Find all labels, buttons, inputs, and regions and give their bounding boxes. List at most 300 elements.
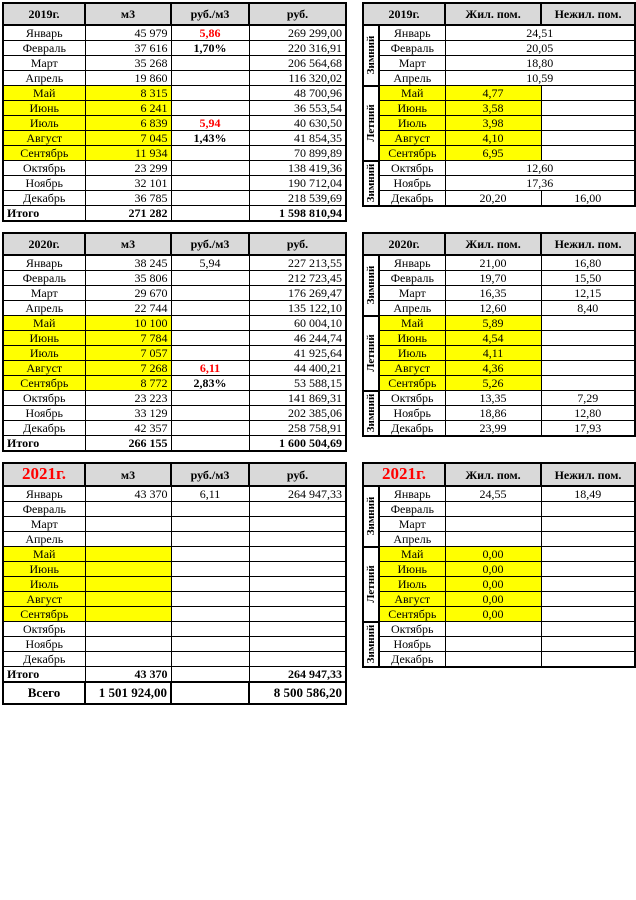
month-cell: Май [3,316,85,331]
season-label: Зимний [365,265,377,305]
table-row [363,331,635,346]
m3-cell: 37 616 [85,41,171,56]
zhil-cell: 0,00 [445,547,541,562]
month-cell: Ноябрь [379,176,445,191]
month-cell: Ноябрь [379,406,445,421]
rate-cell [171,391,249,406]
table-row [3,652,346,667]
month-cell: Ноябрь [379,637,445,652]
tariff-2020-table [362,232,636,437]
month-cell: Август [379,592,445,607]
table-row [3,271,346,286]
zhil-cell: 4,36 [445,361,541,376]
zhil-cell: 3,58 [445,101,541,116]
rub-cell [249,532,346,547]
m3-cell: 6 241 [85,101,171,116]
rate-cell [171,607,249,622]
zhil-cell: 18,86 [445,406,541,421]
table-row [363,86,635,101]
rub-cell [249,517,346,532]
table-2021-consumption [2,462,347,705]
rate-cell: 6,11 [171,361,249,376]
month-cell: Июль [379,116,445,131]
rate-cell [171,421,249,436]
rub-cell [249,562,346,577]
table-row [363,301,635,316]
rate-cell [171,577,249,592]
table-row [3,71,346,86]
month-cell: Май [379,86,445,101]
rub-cell: 218 539,69 [249,191,346,206]
rate-cell [171,622,249,637]
table-row [363,131,635,146]
month-cell: Октябрь [3,161,85,176]
nezhil-cell [541,331,635,346]
table-row [3,346,346,361]
rate-cell [171,71,249,86]
zhil-cell: 23,99 [445,421,541,437]
rub-cell [249,607,346,622]
rub-cell: 70 899,89 [249,146,346,161]
zhil-cell [445,622,541,637]
rate-cell [171,176,249,191]
table-row [3,532,346,547]
rub-cell: 135 122,10 [249,301,346,316]
table-row [363,532,635,547]
table-row [363,376,635,391]
table-row [3,562,346,577]
total-label: Итого [3,436,85,452]
month-cell: Январь [3,255,85,271]
zhil-cell [445,637,541,652]
month-cell: Февраль [3,271,85,286]
rub-cell: 44 400,21 [249,361,346,376]
month-cell: Декабрь [379,421,445,437]
m3-cell: 22 744 [85,301,171,316]
month-cell: Май [3,86,85,101]
month-cell: Июнь [3,562,85,577]
nezhil-cell: 12,15 [541,286,635,301]
rate-cell [171,517,249,532]
month-cell: Август [379,131,445,146]
grand-label: Всего [3,682,85,704]
m3-cell [85,532,171,547]
table-row [3,391,346,406]
table-row [3,116,346,131]
month-cell: Июнь [379,562,445,577]
m3-cell: 7 057 [85,346,171,361]
month-cell: Август [3,592,85,607]
month-cell: Июль [379,577,445,592]
month-cell: Октябрь [379,622,445,637]
month-cell: Август [3,131,85,146]
month-cell: Сентябрь [3,146,85,161]
table-row [3,316,346,331]
season-winter [363,255,379,316]
year-header [3,463,85,486]
season-summer [363,547,379,622]
total-m3: 43 370 [85,667,171,683]
rate-cell: 5,94 [171,116,249,131]
month-cell: Февраль [3,41,85,56]
table-row [3,255,346,271]
table-row [3,56,346,71]
rub-cell: 36 553,54 [249,101,346,116]
zhil-cell: 10,59 [445,71,635,86]
month-cell: Октябрь [3,622,85,637]
table-row [3,637,346,652]
rate-cell [171,346,249,361]
rub-cell: 212 723,45 [249,271,346,286]
table-row [363,116,635,131]
rate-cell [171,301,249,316]
month-cell: Апрель [379,71,445,86]
month-cell: Апрель [379,532,445,547]
table-row [3,376,346,391]
table-row [3,486,346,502]
grand-m3: 1 501 924,00 [85,682,171,704]
rate-cell [171,56,249,71]
rate-header: руб./м3 [171,463,249,486]
month-cell: Август [379,361,445,376]
zhil-header: Жил. пом. [445,233,541,255]
rate-cell: 6,11 [171,486,249,502]
zhil-cell: 12,60 [445,161,635,176]
rub-cell [249,652,346,667]
month-cell: Декабрь [379,652,445,668]
zhil-cell: 18,80 [445,56,635,71]
season-summer [363,86,379,161]
month-cell: Январь [379,255,445,271]
rub-cell: 227 213,55 [249,255,346,271]
table-row [363,547,635,562]
m3-cell: 32 101 [85,176,171,191]
year-label: 2021г. [381,464,427,483]
nezhil-cell: 16,80 [541,255,635,271]
rub-cell: 269 299,00 [249,25,346,41]
total-rub: 264 947,33 [249,667,346,683]
zhil-cell: 5,26 [445,376,541,391]
zhil-cell [445,532,541,547]
m3-cell: 6 839 [85,116,171,131]
month-cell: Июль [3,577,85,592]
total-row [3,436,346,452]
rub-cell: 48 700,96 [249,86,346,101]
month-cell: Апрель [3,532,85,547]
rub-cell: 60 004,10 [249,316,346,331]
season-label: Зимний [365,624,377,664]
month-cell: Сентябрь [379,376,445,391]
month-cell: Декабрь [3,652,85,667]
m3-cell [85,517,171,532]
rate-cell [171,191,249,206]
month-cell: Октябрь [379,161,445,176]
m3-cell: 10 100 [85,316,171,331]
rate-cell [171,547,249,562]
month-cell: Март [3,56,85,71]
table-row [3,577,346,592]
m3-cell: 8 315 [85,86,171,101]
m3-cell [85,592,171,607]
table-row [363,637,635,652]
season-summer [363,316,379,391]
rate-cell: 1,70% [171,41,249,56]
month-cell: Март [379,56,445,71]
table-row [3,131,346,146]
table-row [3,286,346,301]
month-cell: Январь [379,25,445,41]
year-header: 2020г. [3,233,85,255]
nezhil-cell [541,532,635,547]
month-cell: Март [379,517,445,532]
total-label: Итого [3,206,85,222]
m3-cell: 36 785 [85,191,171,206]
month-cell: Июль [379,346,445,361]
zhil-cell: 13,35 [445,391,541,406]
rub-cell: 138 419,36 [249,161,346,176]
nezhil-cell [541,146,635,161]
rub-header: руб. [249,463,346,486]
m3-cell: 23 223 [85,391,171,406]
nezhil-cell [541,131,635,146]
rate-cell [171,286,249,301]
table-row [3,86,346,101]
zhil-cell: 0,00 [445,592,541,607]
grand-total-row [3,682,346,704]
nezhil-cell: 16,00 [541,191,635,207]
m3-cell: 29 670 [85,286,171,301]
zhil-cell: 17,36 [445,176,635,191]
nezhil-cell [541,607,635,622]
m3-cell: 35 806 [85,271,171,286]
zhil-cell [445,517,541,532]
nezhil-cell [541,346,635,361]
rate-cell: 5,94 [171,255,249,271]
month-cell: Ноябрь [3,406,85,421]
rub-cell: 264 947,33 [249,486,346,502]
rub-cell: 176 269,47 [249,286,346,301]
zhil-cell: 21,00 [445,255,541,271]
rate-cell: 2,83% [171,376,249,391]
rate-cell [171,101,249,116]
zhil-cell [445,652,541,668]
rub-cell [249,637,346,652]
rate-cell [171,652,249,667]
table-row [363,146,635,161]
rate-cell: 5,86 [171,25,249,41]
rate-cell [171,592,249,607]
nezhil-cell [541,577,635,592]
rub-cell: 46 244,74 [249,331,346,346]
month-cell: Март [3,517,85,532]
rate-header: руб./м3 [171,233,249,255]
table-row [3,301,346,316]
rub-cell: 258 758,91 [249,421,346,436]
rub-cell: 202 385,06 [249,406,346,421]
zhil-header: Жил. пом. [445,3,541,25]
nezhil-cell [541,361,635,376]
table-row [363,592,635,607]
month-cell: Декабрь [379,191,445,207]
zhil-header: Жил. пом. [445,463,541,486]
month-cell: Июнь [3,331,85,346]
table-row [363,607,635,622]
rate-cell: 1,43% [171,131,249,146]
total-rub: 1 600 504,69 [249,436,346,452]
m3-cell: 43 370 [85,486,171,502]
season-label: Зимний [365,163,377,203]
m3-cell: 38 245 [85,255,171,271]
month-cell: Февраль [3,502,85,517]
m3-cell [85,607,171,622]
month-cell: Июнь [379,101,445,116]
rub-cell [249,592,346,607]
season-label: Летний [365,565,377,603]
month-cell: Сентябрь [379,146,445,161]
nezhil-cell [541,592,635,607]
table-row [363,517,635,532]
season-winter [363,391,379,437]
zhil-cell: 12,60 [445,301,541,316]
rub-cell: 53 588,15 [249,376,346,391]
rub-cell: 116 320,02 [249,71,346,86]
zhil-cell: 24,51 [445,25,635,41]
month-cell: Август [3,361,85,376]
zhil-cell: 24,55 [445,486,541,502]
zhil-cell: 20,20 [445,191,541,207]
rate-cell [171,161,249,176]
m3-cell: 8 772 [85,376,171,391]
month-cell: Октябрь [3,391,85,406]
table-row [363,176,635,191]
month-cell: Декабрь [3,191,85,206]
rub-cell: 141 869,31 [249,391,346,406]
table-row [3,191,346,206]
year-header: 2020г. [363,233,445,255]
m3-header: м3 [85,463,171,486]
rate-cell [171,86,249,101]
table-row [363,101,635,116]
month-cell: Июнь [3,101,85,116]
table-row [363,421,635,437]
rub-cell: 40 630,50 [249,116,346,131]
table-row [363,71,635,86]
nezhil-cell [541,547,635,562]
nezhil-cell [541,622,635,637]
month-cell: Апрель [3,301,85,316]
nezhil-cell [541,652,635,668]
nezhil-cell: 12,80 [541,406,635,421]
table-row [363,271,635,286]
rate-header: руб./м3 [171,3,249,25]
m3-cell: 42 357 [85,421,171,436]
total-row [3,206,346,222]
table-row [363,486,635,502]
month-cell: Май [3,547,85,562]
rub-cell [249,622,346,637]
tariff-2021-table [362,462,636,668]
nezhil-cell [541,502,635,517]
zhil-cell: 19,70 [445,271,541,286]
rub-cell [249,502,346,517]
table-row [3,41,346,56]
table-row [363,191,635,207]
year-header: 2019г. [3,3,85,25]
table-row [3,421,346,436]
zhil-cell: 4,11 [445,346,541,361]
grand-rub: 8 500 586,20 [249,682,346,704]
zhil-cell: 20,05 [445,41,635,56]
zhil-cell: 4,54 [445,331,541,346]
total-row [3,667,346,683]
season-winter [363,622,379,668]
season-label: Летний [365,104,377,142]
table-row [3,176,346,191]
rate-cell [171,271,249,286]
month-cell: Январь [3,25,85,41]
nezhil-cell [541,562,635,577]
season-winter [363,486,379,547]
month-cell: Март [3,286,85,301]
table-body [3,486,346,704]
rub-cell: 41 925,64 [249,346,346,361]
season-label: Зимний [365,35,377,75]
nezhil-cell [541,376,635,391]
total-rub: 1 598 810,94 [249,206,346,222]
month-cell: Июль [3,116,85,131]
m3-cell [85,652,171,667]
nezhil-header: Нежил. пом. [541,233,635,255]
month-cell: Июнь [379,331,445,346]
month-cell: Апрель [3,71,85,86]
table-row [363,502,635,517]
table-row [363,622,635,637]
m3-cell [85,637,171,652]
rate-cell [171,406,249,421]
nezhil-cell [541,101,635,116]
nezhil-cell [541,116,635,131]
m3-cell: 19 860 [85,71,171,86]
m3-cell [85,502,171,517]
table-2019-consumption [2,2,347,222]
m3-cell [85,562,171,577]
zhil-cell [445,502,541,517]
table-body [3,25,346,221]
table-row [3,502,346,517]
total-m3: 271 282 [85,206,171,222]
month-cell: Декабрь [3,421,85,436]
table-row [363,346,635,361]
grand-rate-empty [171,682,249,704]
month-cell: Январь [379,486,445,502]
total-rate-empty [171,206,249,222]
table-body [363,25,635,206]
nezhil-cell [541,316,635,331]
month-cell: Февраль [379,41,445,56]
rub-cell: 206 564,68 [249,56,346,71]
m3-cell: 33 129 [85,406,171,421]
m3-cell: 11 934 [85,146,171,161]
zhil-cell: 3,98 [445,116,541,131]
table-row [3,592,346,607]
nezhil-cell: 17,93 [541,421,635,437]
table-row [3,25,346,41]
table-body [363,486,635,667]
m3-cell [85,622,171,637]
table-row [363,41,635,56]
zhil-cell: 4,77 [445,86,541,101]
rate-cell [171,637,249,652]
